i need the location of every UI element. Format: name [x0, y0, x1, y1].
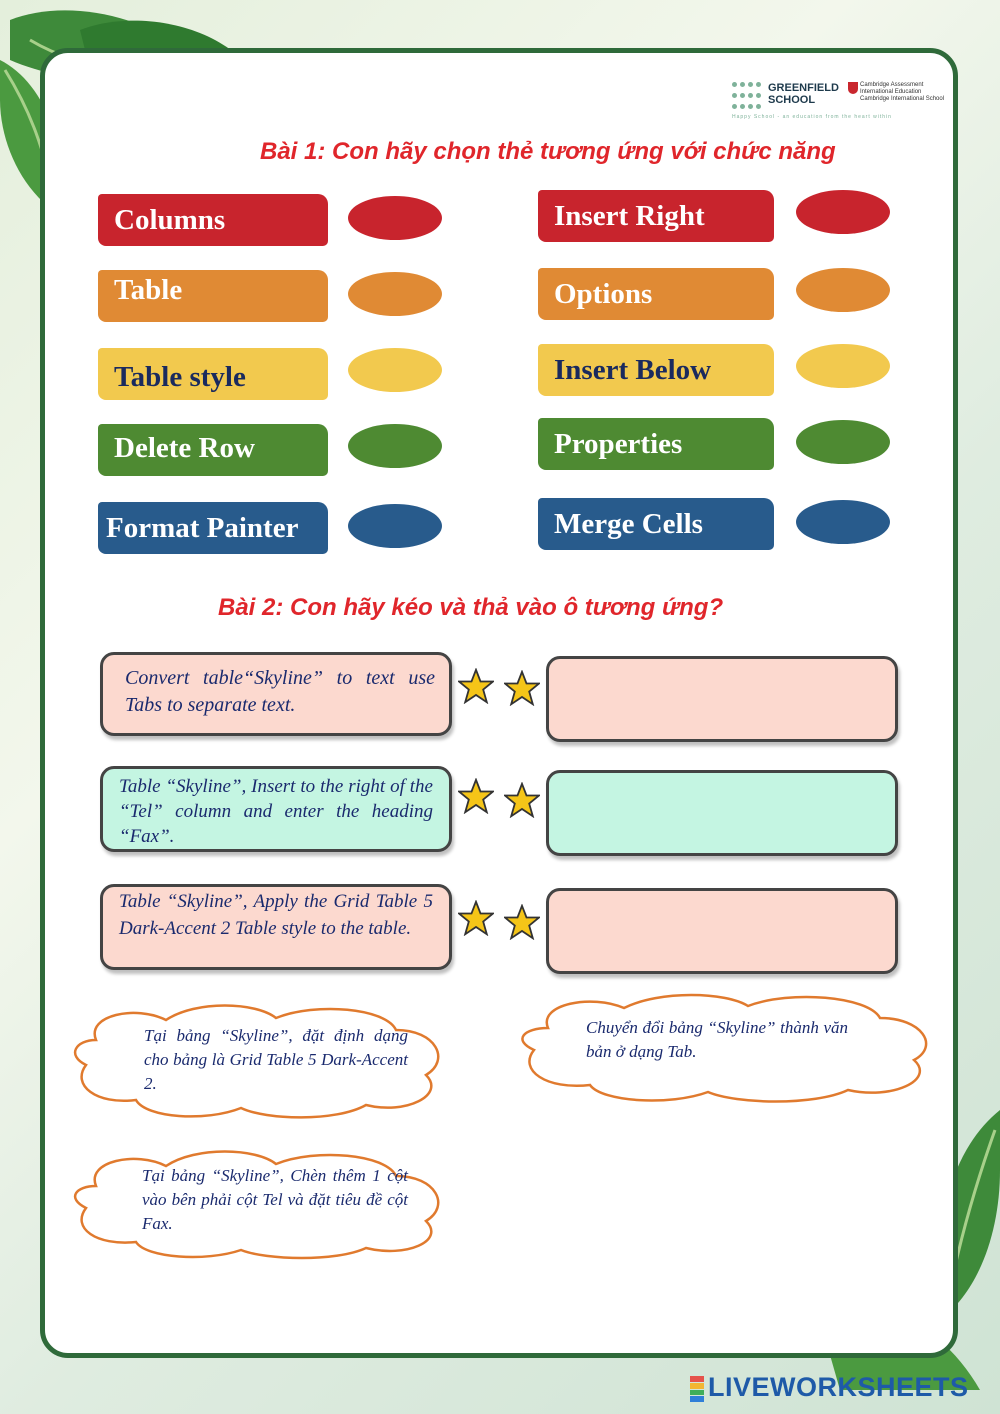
star-icon	[458, 668, 494, 704]
color-target-green-right[interactable]	[796, 420, 890, 464]
card-insert-right[interactable]: Insert Right	[538, 190, 774, 242]
color-target-red-left[interactable]	[348, 196, 442, 240]
star-icon	[458, 778, 494, 814]
color-target-red-right[interactable]	[796, 190, 890, 234]
exercise1-heading: Bài 1: Con hãy chọn thẻ tương ứng với chức năng	[260, 138, 836, 165]
school-logo	[732, 80, 945, 124]
prompt-box-3: Table “Skyline”, Apply the Grid Table 5 Dark-Accent 2 Table style to the table.	[100, 884, 452, 970]
prompt-box-1: Convert table“Skyline” to text use Tabs to separate text.	[100, 652, 452, 736]
color-target-yellow-left[interactable]	[348, 348, 442, 392]
card-table[interactable]: Table	[98, 270, 328, 322]
color-target-yellow-right[interactable]	[796, 344, 890, 388]
color-target-orange-right[interactable]	[796, 268, 890, 312]
card-properties[interactable]: Properties	[538, 418, 774, 470]
star-icon	[504, 670, 540, 706]
star-icon	[458, 900, 494, 936]
prompt-box-2: Table “Skyline”, Insert to the right of the “Tel” column and enter the heading “Fax”.	[100, 766, 452, 852]
color-target-blue-right[interactable]	[796, 500, 890, 544]
star-icon	[504, 904, 540, 940]
color-target-green-left[interactable]	[348, 424, 442, 468]
answer-cloud-2[interactable]: Chuyển đổi bảng “Skyline” thành văn bản ở dạng Tab.	[586, 1018, 848, 1061]
card-delete-row[interactable]: Delete Row	[98, 424, 328, 476]
cambridge-label: Cambridge Assessment International Education Cambridge International School	[860, 82, 945, 102]
exercise2-heading: Bài 2: Con hãy kéo và thả vào ô tương ứng?	[218, 594, 724, 621]
drop-zone-2[interactable]	[546, 770, 898, 856]
card-columns[interactable]: Columns	[98, 194, 328, 246]
star-icon	[504, 782, 540, 818]
school-tagline: Happy School - an education from the heart within	[732, 114, 892, 120]
logo-dots-icon	[732, 82, 762, 112]
school-name: GREENFIELD SCHOOL	[768, 82, 839, 106]
card-table-style[interactable]: Table style	[98, 348, 328, 400]
answer-cloud-3[interactable]: Tại bảng “Skyline”, Chèn thêm 1 cột vào bên phải cột Tel và đặt tiêu đề cột Fax.	[142, 1166, 408, 1233]
card-format-painter[interactable]: Format Painter	[98, 502, 328, 554]
card-insert-below[interactable]: Insert Below	[538, 344, 774, 396]
color-target-orange-left[interactable]	[348, 272, 442, 316]
card-options[interactable]: Options	[538, 268, 774, 320]
drop-zone-3[interactable]	[546, 888, 898, 974]
cambridge-shield-icon	[848, 82, 858, 94]
drop-zone-1[interactable]	[546, 656, 898, 742]
liveworksheets-brand: LIVEWORKSHEETS	[708, 1372, 969, 1402]
liveworksheets-logo-icon	[690, 1376, 704, 1402]
card-merge-cells[interactable]: Merge Cells	[538, 498, 774, 550]
color-target-blue-left[interactable]	[348, 504, 442, 548]
answer-cloud-1[interactable]: Tại bảng “Skyline”, đặt định dạng cho bảng là Grid Table 5 Dark-Accent 2.	[144, 1026, 408, 1093]
